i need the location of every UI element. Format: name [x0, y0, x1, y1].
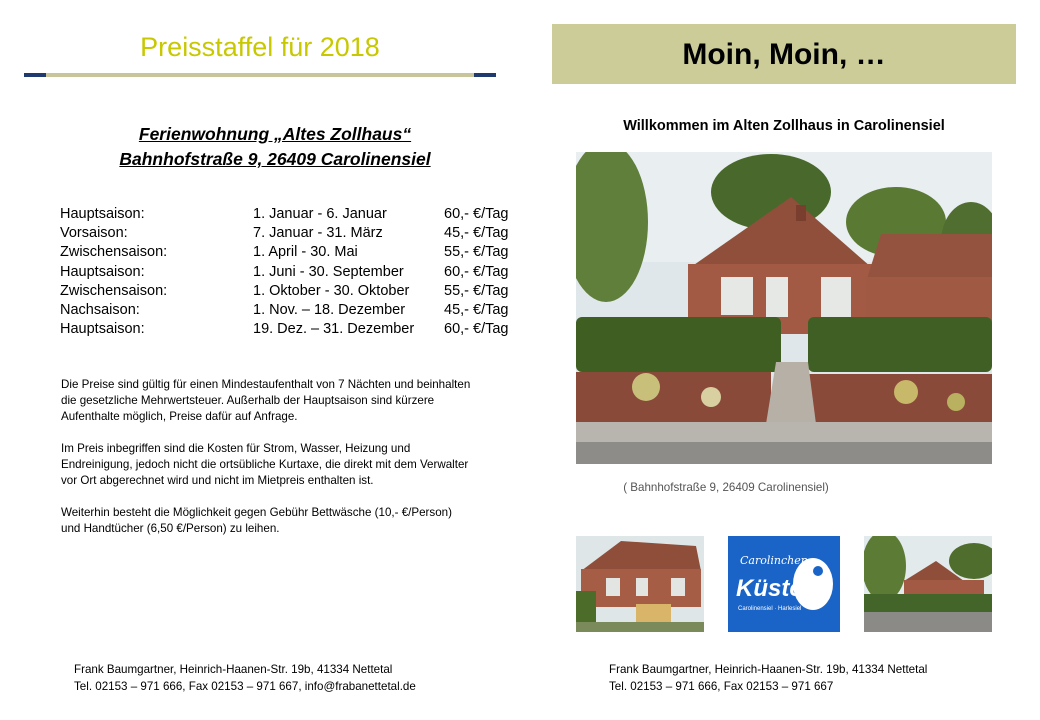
paragraph-line: Aufenthalte möglich, Preise dafür auf Anfrage.: [61, 410, 298, 423]
paragraph-line: vor Ort abgerechnet wird und nicht im Mietpreis enthalten ist.: [61, 474, 374, 487]
price-cell: 60,- €/Tag: [444, 263, 509, 280]
season-cell: Nachsaison:: [60, 302, 140, 319]
paragraph-line: die gesetzliche Mehrwertsteuer. Außerhalb der Hauptsaison sind kürzere: [61, 394, 435, 407]
price-table: [60, 205, 509, 339]
period-cell: 19. Dez. – 31. Dezember: [253, 321, 415, 338]
season-cell: Hauptsaison:: [60, 206, 145, 222]
price-cell: 45,- €/Tag: [444, 302, 509, 319]
table-row: [60, 282, 509, 301]
season-cell: Hauptsaison:: [60, 263, 145, 280]
period-cell: 7. Januar - 31. März: [253, 225, 383, 242]
price-cell: 60,- €/Tag: [444, 321, 509, 338]
period-cell: 1. Oktober - 30. Oktober: [253, 282, 410, 299]
season-cell: Vorsaison:: [60, 225, 128, 242]
welcome-heading: Willkommen im Alten Zollhaus in Carolinensiel: [623, 118, 945, 134]
page-title: Preisstaffel für 2018: [140, 32, 380, 62]
table-row: [60, 205, 509, 224]
price-cell: 45,- €/Tag: [444, 225, 509, 242]
footer-line: Frank Baumgartner, Heinrich-Haanen-Str. 19b, 41334 Nettetal: [74, 663, 393, 676]
logo-subtitle: Carolinchen: [740, 554, 808, 567]
kueste-logo: [728, 536, 840, 632]
house-thumbnail-1: [576, 536, 704, 632]
footer-line: Frank Baumgartner, Heinrich-Haanen-Str. 19b, 41334 Nettetal: [609, 663, 928, 676]
period-cell: 1. Nov. – 18. Dezember: [253, 302, 406, 319]
table-row: [60, 224, 509, 243]
season-cell: Zwischensaison:: [60, 282, 168, 299]
validity-paragraph: [61, 377, 531, 425]
period-cell: 1. Januar - 6. Januar: [253, 206, 387, 222]
logo-title: Küste: [736, 575, 803, 602]
greeting-heading: Moin, Moin, …: [682, 38, 886, 71]
price-cell: 60,- €/Tag: [444, 206, 509, 222]
apartment-address: Bahnhofstraße 9, 26409 Carolinensiel: [119, 149, 431, 169]
apartment-name: Ferienwohnung „Altes Zollhaus“: [138, 124, 412, 144]
paragraph-line: Weiterhin besteht die Möglichkeit gegen Gebühr Bettwäsche (10,- €/Person): [61, 506, 452, 519]
paragraph-line: und Handtücher (6,50 €/Person) zu leihen.: [61, 522, 280, 535]
price-cell: 55,- €/Tag: [444, 244, 509, 261]
footer-line: Tel. 02153 – 971 666, Fax 02153 – 971 667: [609, 680, 834, 693]
price-cell: 55,- €/Tag: [444, 282, 509, 299]
paragraph-line: Endreinigung, jedoch nicht die ortsübliche Kurtaxe, die direkt mit dem Verwalter: [61, 458, 469, 471]
paragraph-line: Im Preis inbegriffen sind die Kosten für Strom, Wasser, Heizung und: [61, 442, 411, 455]
house-thumbnail-2: [864, 536, 992, 632]
included-costs-paragraph: [61, 441, 531, 489]
table-row: [60, 320, 509, 339]
table-row: [60, 301, 509, 320]
title-underline: [24, 73, 496, 77]
table-row: [60, 243, 509, 262]
contact-footer-left: [74, 661, 416, 695]
photo-caption: ( Bahnhofstraße 9, 26409 Carolinensiel): [623, 481, 829, 494]
contact-footer-right: [609, 661, 927, 695]
period-cell: 1. April - 30. Mai: [253, 244, 358, 261]
season-cell: Hauptsaison:: [60, 321, 145, 338]
house-photo: [576, 152, 992, 464]
logo-caption: Carolinensiel · Harlesiel: [738, 606, 802, 612]
paragraph-line: Die Preise sind gültig für einen Mindestaufenthalt von 7 Nächten und beinhalten: [61, 378, 471, 391]
table-row: [60, 263, 509, 282]
period-cell: 1. Juni - 30. September: [253, 263, 404, 280]
linen-paragraph: [61, 505, 531, 537]
season-cell: Zwischensaison:: [60, 244, 168, 261]
footer-line: Tel. 02153 – 971 666, Fax 02153 – 971 667, info@frabanettetal.de: [74, 680, 416, 693]
